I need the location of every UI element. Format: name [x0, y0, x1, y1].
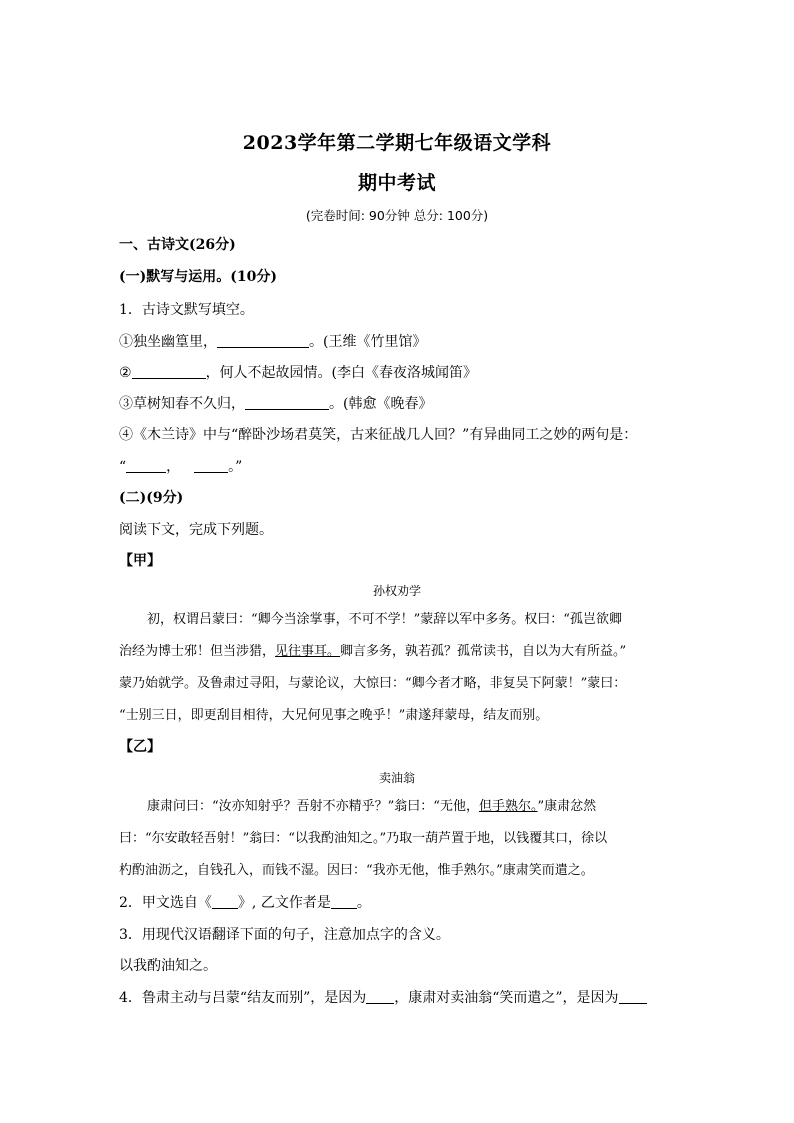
exam-title: 2023学年第二学期七年级语文学科: [242, 132, 552, 154]
q1-item-1-source: 。(王维《竹里馆》: [309, 334, 427, 350]
passage-yi-title: 卖油翁: [378, 771, 415, 785]
question-2: 2．甲文选自《 》, 乙文作者是 。: [119, 895, 371, 911]
answer-blank[interactable]: [194, 458, 228, 473]
passage-line: 治经为博士邪！但当涉猎，见往事耳。卿言多务，孰若孤？孤常读书，自以为大有所益。”: [119, 644, 627, 659]
passage-jia: [119, 604, 679, 732]
question-4: 4．鲁肃主动与吕蒙“结友而别”，是因为 ，康肃对卖油翁“笑而遣之”，是因为: [119, 988, 679, 1008]
open-quote: “: [119, 459, 127, 475]
question-1: 1．古诗文默写填空。: [119, 302, 254, 318]
answer-blank[interactable]: [217, 333, 309, 348]
passage-yi: [119, 791, 679, 887]
reading-instruction: 阅读下文，完成下列题。: [119, 522, 273, 538]
exam-subtitle: (完卷时间: 90分钟 总分: 100分): [305, 208, 489, 223]
q1-item-2-marker: ②: [119, 365, 132, 381]
answer-blank[interactable]: [132, 364, 206, 379]
underlined-phrase: 见往事耳。: [275, 644, 341, 659]
answer-blank[interactable]: [366, 989, 394, 1004]
question-3: 3．用现代汉语翻译下面的句子，注意加点字的含义。: [119, 927, 450, 943]
q1-item-1-text: ①独坐幽篁里，: [119, 334, 217, 350]
close-quote: 。”: [228, 459, 243, 475]
question-3-sentence: 以我酌油知之。: [119, 958, 217, 974]
answer-blank[interactable]: [619, 989, 647, 1004]
q1-item-4: [119, 425, 679, 445]
q1-item-3: [119, 394, 679, 414]
passage-jia-title: 孙权劝学: [372, 584, 421, 598]
passage-line: 康肃问曰：“汝亦知射乎？吾射不亦精乎？”翁曰：“无他，但手熟尔。”康肃忿然: [147, 799, 597, 814]
part-heading-2: (二)(9分): [119, 490, 184, 506]
q1-item-2: [119, 363, 679, 383]
comma: ，: [166, 459, 181, 475]
q1-item-3-text: ③草树知春不久归，: [119, 396, 245, 412]
q1-item-2-text: ，何人不起故园情。(李白《春夜洛城闻笛》: [205, 365, 478, 381]
underlined-phrase: 但手熟尔。: [478, 799, 538, 814]
passage-jia-label: 【甲】: [119, 553, 161, 569]
q1-item-4-text: ④《木兰诗》中与“醉卧沙场君莫笑，古来征战几人回？”有异曲同工之妙的两句是：: [119, 427, 638, 443]
q1-item-1: [119, 332, 679, 352]
passage-line: 初，权谓吕蒙曰：“卿今当涂掌事，不可不学！”蒙辞以军中多务。权曰：“孤岂欲卿: [147, 612, 622, 627]
answer-blank[interactable]: [245, 395, 329, 410]
passage-line: 曰：“尔安敢轻吾射！”翁曰：“以我酌油知之。”乃取一葫芦置于地，以钱覆其口，徐以: [119, 831, 608, 846]
q1-item-4-answer-line: [119, 457, 679, 477]
section-heading: 一、古诗文(26分): [119, 237, 236, 253]
passage-line: “士别三日，即更刮目相待，大兄何见事之晚乎！”肃遂拜蒙母，结友而别。: [119, 708, 549, 723]
passage-line: 蒙乃始就学。及鲁肃过寻阳，与蒙论议，大惊曰：“卿今者才略，非复吴下阿蒙！”蒙曰：: [119, 676, 627, 691]
passage-line: 杓酌油沥之，自钱孔入，而钱不湿。因曰：“我亦无他，惟手熟尔。”康肃笑而遣之。: [119, 863, 594, 878]
answer-blank[interactable]: [331, 894, 357, 909]
answer-blank[interactable]: [126, 458, 166, 473]
part-heading-1: (一)默写与运用。(10分): [119, 269, 277, 285]
q1-item-3-source: 。(韩愈《晚春》: [329, 396, 433, 412]
passage-yi-label: 【乙】: [119, 739, 161, 755]
exam-title-2: 期中考试: [357, 172, 436, 194]
answer-blank[interactable]: [212, 894, 238, 909]
